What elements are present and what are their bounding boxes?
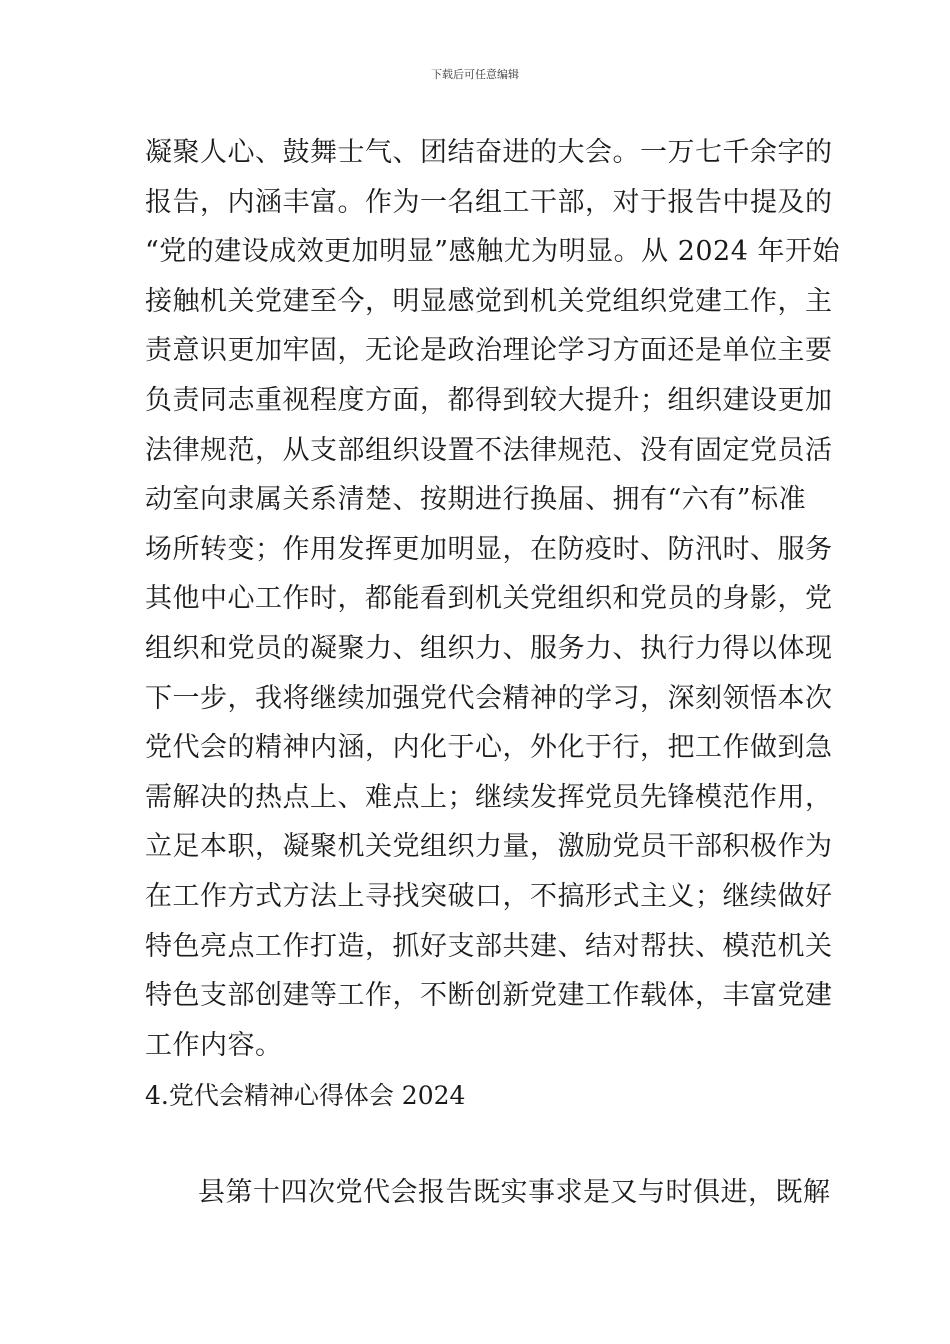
body-line: 党代会的精神内涵，内化于心，外化于行，把工作做到急 — [145, 732, 833, 764]
body-line: “党的建设成效更加明显”感触尤为明显。从 2024 年开始 — [145, 236, 840, 268]
body-line: 下一步，我将继续加强党代会精神的学习，深刻领悟本次 — [145, 682, 833, 714]
body-line: 特色亮点工作打造，抓好支部共建、结对帮扶、模范机关 — [145, 930, 833, 962]
body-line: 其他中心工作时，都能看到机关党组织和党员的身影，党 — [145, 583, 833, 615]
body-line: 需解决的热点上、难点上；继续发挥党员先锋模范作用， — [145, 781, 833, 813]
body-line: 法律规范，从支部组织设置不法律规范、没有固定党员活 — [145, 434, 833, 466]
body-line: 组织和党员的凝聚力、组织力、服务力、执行力得以体现 — [145, 632, 833, 664]
body-line: 场所转变；作用发挥更加明显，在防疫时、防汛时、服务 — [145, 533, 833, 565]
body-line: 立足本职，凝聚机关党组织力量，激励党员干部积极作为 — [145, 831, 833, 863]
body-line: 负责同志重视程度方面，都得到较大提升；组织建设更加 — [145, 384, 833, 416]
body-line: 动室向隶属关系清楚、按期进行换届、拥有“六有”标准 — [145, 484, 807, 516]
page-header: 下载后可任意编辑 — [431, 68, 519, 81]
paragraph-start: 县第十四次党代会报告既实事求是又与时俱进，既解 — [198, 1177, 831, 1208]
section-heading: 4.党代会精神心得体会 2024 — [145, 1081, 466, 1110]
body-line: 责意识更加牢固，无论是政治理论学习方面还是单位主要 — [145, 335, 833, 367]
body-line: 工作内容。 — [145, 1029, 283, 1061]
document-body — [145, 128, 840, 1070]
body-line: 接触机关党建至今，明显感觉到机关党组织党建工作，主 — [145, 285, 833, 317]
body-line: 凝聚人心、鼓舞士气、团结奋进的大会。一万七千余字的 — [145, 137, 833, 168]
body-line: 特色支部创建等工作，不断创新党建工作载体，丰富党建 — [145, 980, 833, 1012]
body-line: 报告，内涵丰富。作为一名组工干部，对于报告中提及的 — [145, 186, 833, 218]
body-line: 在工作方式方法上寻找突破口，不搞形式主义；继续做好 — [145, 880, 833, 912]
